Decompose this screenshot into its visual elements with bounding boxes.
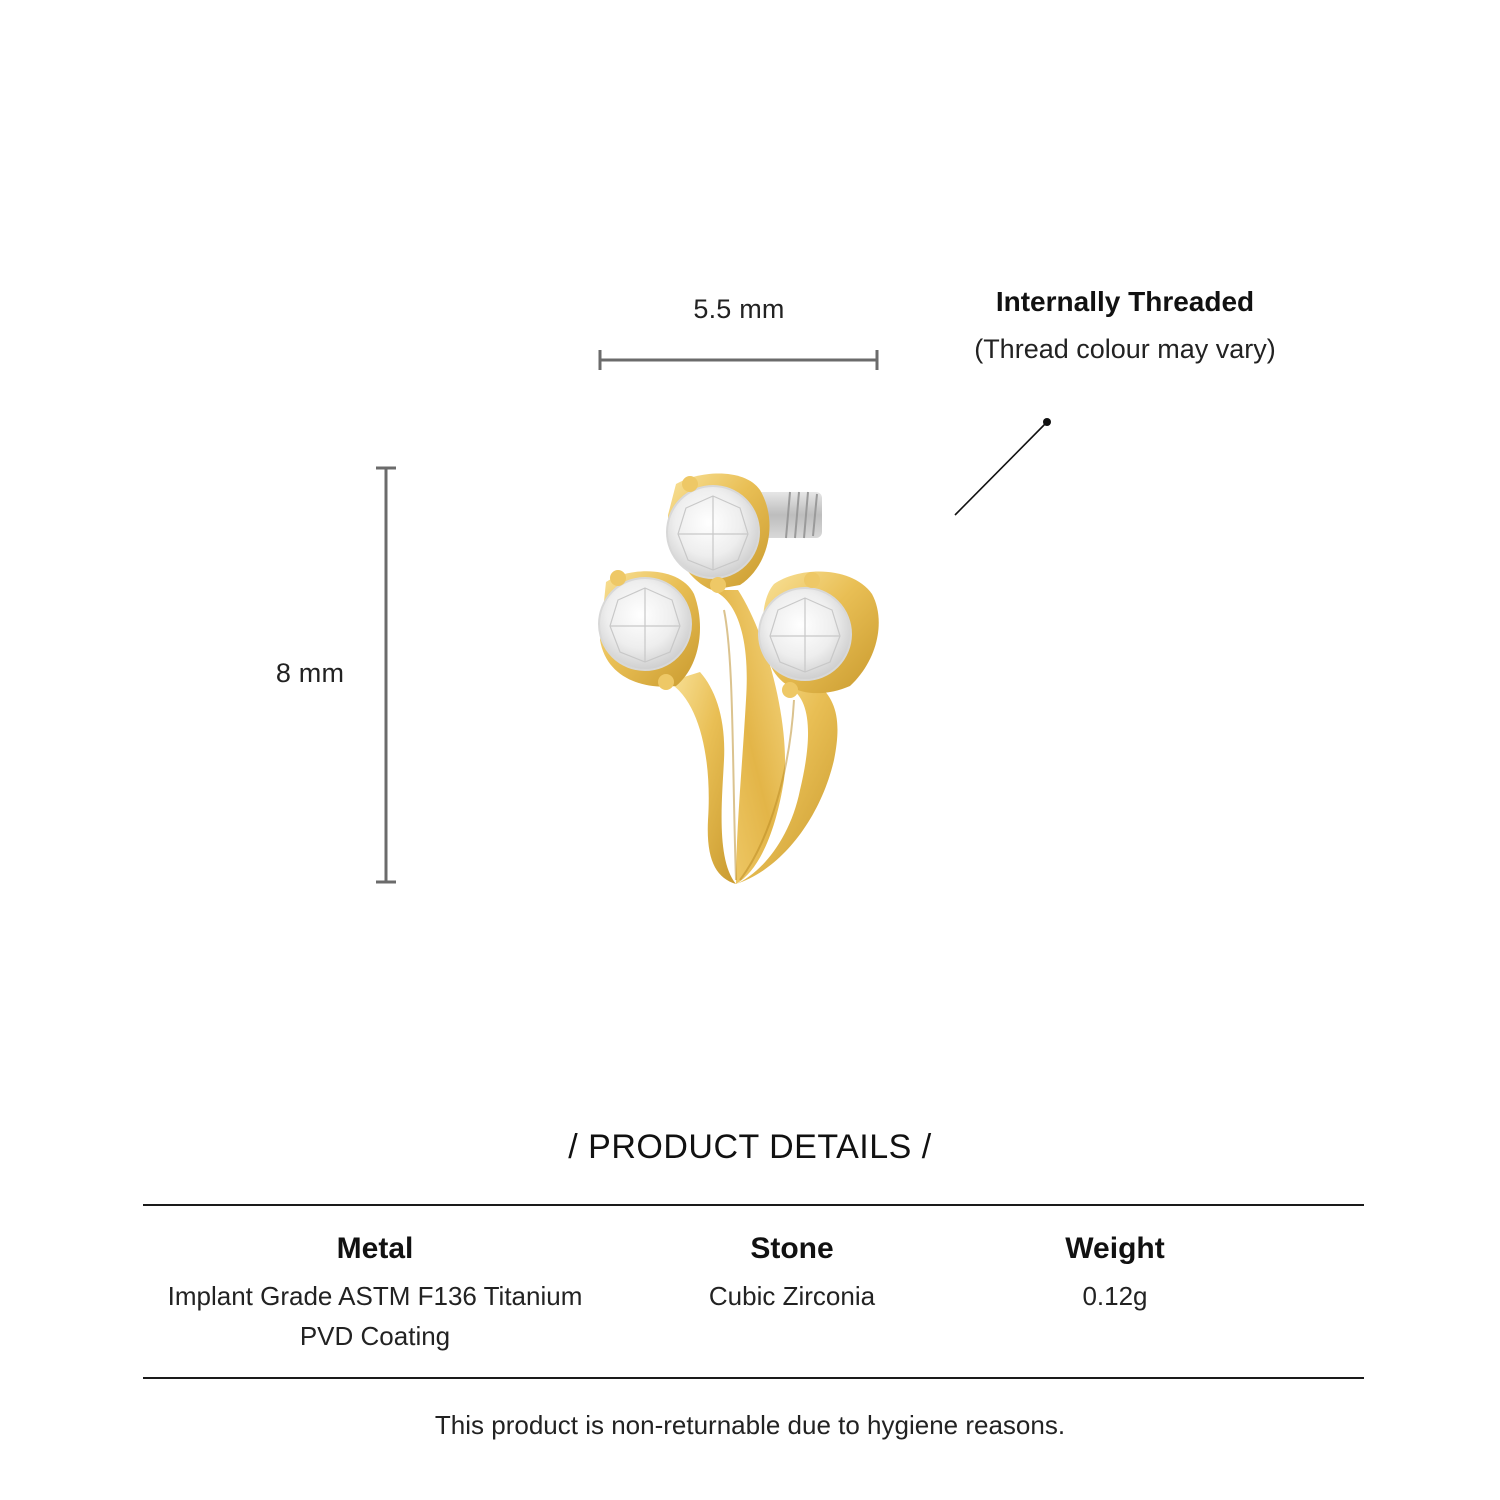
height-dimension-line [376,468,396,882]
width-dimension-label: 5.5 mm [693,294,785,324]
product-details-heading: / PRODUCT DETAILS / [568,1128,932,1166]
thread-post [752,492,822,538]
stone-heading: Stone [750,1232,834,1265]
details-column-stone [632,1234,952,1316]
details-bottom-divider [143,1377,1364,1379]
thread-pointer-line [955,418,1051,515]
details-column-metal [135,1234,615,1356]
left-stone-setting [599,570,700,690]
gold-stem-right [736,684,837,884]
width-dimension-line [600,350,877,370]
details-top-divider [143,1204,1364,1206]
height-dimension-label: 8 mm [275,658,345,688]
weight-value-line: 0.12g [1082,1281,1148,1311]
product-jewelry-image [599,473,879,884]
thread-type-title: Internally Threaded [995,286,1255,317]
metal-value-line: PVD Coating [299,1321,451,1351]
stone-value-line: Cubic Zirconia [708,1281,876,1311]
gold-stem-left [668,672,736,884]
metal-value-line: Implant Grade ASTM F136 Titanium [167,1281,583,1311]
weight-heading: Weight [1065,1232,1165,1265]
thread-colour-note: (Thread colour may vary) [974,334,1276,364]
details-column-weight [995,1234,1235,1316]
top-stone-setting [667,473,770,593]
right-stone-setting [759,572,879,698]
gold-stem-center [712,590,785,884]
metal-heading: Metal [336,1232,414,1265]
hygiene-disclaimer: This product is non-returnable due to hygiene reasons. [434,1410,1066,1440]
